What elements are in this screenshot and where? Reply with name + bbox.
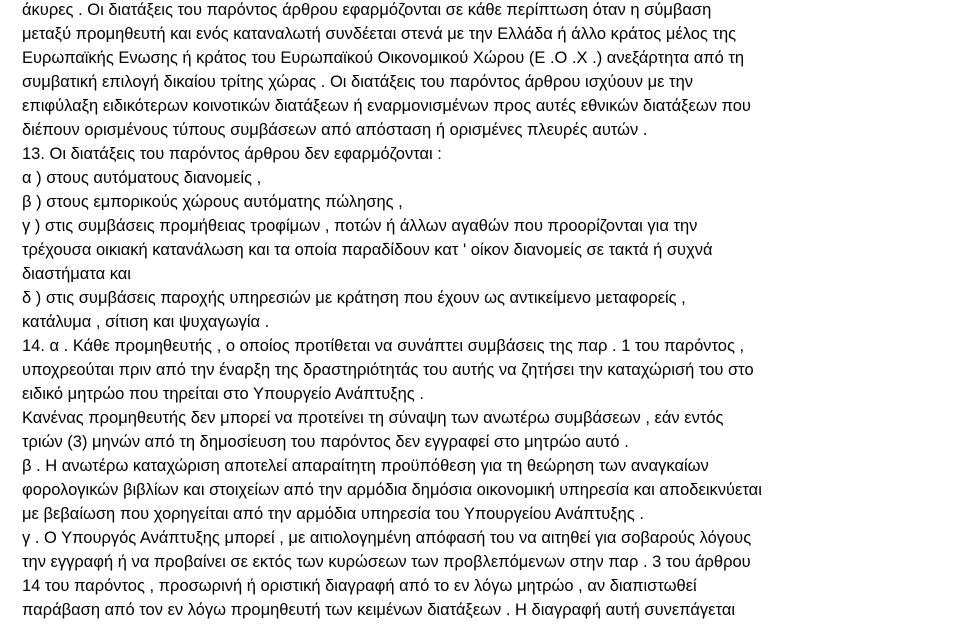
text-line: α ) στους αυτόματους διανομείς , xyxy=(22,169,262,187)
text-line: διαστήματα και xyxy=(22,265,131,283)
text-line: κατάλυμα , σίτιση και ψυχαγωγία . xyxy=(22,313,270,331)
text-line: β ) στους εμπορικούς χώρους αυτόματης πώλησης , xyxy=(22,193,403,211)
text-line: δ ) στις συμβάσεις παροχής υπηρεσιών με κράτηση που έχουν ως αντικείμενο μεταφορείς , xyxy=(22,289,686,307)
text-line: φορολογικών βιβλίων και στοιχείων από την αρμόδια δημόσια οικονομική υπηρεσία και αποδεικνύεται xyxy=(22,481,762,499)
text-line: γ . Ο Υπουργός Ανάπτυξης μπορεί , με αιτιολογημένη απόφασή του να αιτηθεί για σοβαρούς λόγους xyxy=(22,529,752,547)
text-line: 14 του παρόντος , προσωρινή ή οριστική διαγραφή από το εν λόγω μητρώο , αν διαπιστωθεί xyxy=(22,577,697,595)
text-line: Κανένας προμηθευτής δεν μπορεί να προτείνει τη σύναψη των ανωτέρω συμβάσεων , εάν εντός xyxy=(22,409,724,427)
text-line: 14. α . Κάθε προμηθευτής , ο οποίος προτίθεται να συνάπτει συμβάσεις της παρ . 1 του παρόντος , xyxy=(22,337,745,355)
text-line: τρέχουσα οικιακή κατανάλωση και τα οποία παραδίδουν κατ ' οίκον διανομείς σε τακτά ή συχνά xyxy=(22,241,713,259)
text-line: την εγγραφή ή να προβαίνει σε εκτός των κυρώσεων των προβλεπόμενων στην παρ . 3 του άρθρου xyxy=(22,553,751,571)
text-line: συμβατική επιλογή δικαίου τρίτης χώρας . Οι διατάξεις του παρόντος άρθρου ισχύουν με την xyxy=(22,73,693,91)
text-line: παράβαση από τον εν λόγω προμηθευτή των κειμένων διατάξεων . Η διαγραφή αυτή συνεπάγεται xyxy=(22,601,736,619)
text-line: υποχρεούται πριν από την έναρξη της δραστηριότητάς του αυτής να ζητήσει την καταχώρισή του στο xyxy=(22,361,754,379)
text-line: με βεβαίωση που χορηγείται από την αρμόδια υπηρεσία του Υπουργείου Ανάπτυξης . xyxy=(22,505,644,523)
text-line: ειδικό μητρώο που τηρείται στο Υπουργείο Ανάπτυξης . xyxy=(22,385,424,403)
text-line: β . Η ανωτέρω καταχώριση αποτελεί απαραίτητη προϋπόθεση για τη θεώρηση των αναγκαίων xyxy=(22,457,709,475)
text-line: επιφύλαξη ειδικότερων κοινοτικών διατάξεων ή εναρμονισμένων προς αυτές εθνικών διατάξεων που xyxy=(22,97,751,115)
text-line: γ ) στις συμβάσεις προμήθειας τροφίμων , ποτών ή άλλων αγαθών που προορίζονται για την xyxy=(22,217,698,235)
text-line: διέπουν ορισμένους τύπους συμβάσεων από απόσταση ή ορισμένες πλευρές αυτών . xyxy=(22,121,648,139)
text-line: μεταξύ προμηθευτή και ενός καταναλωτή συνδέεται στενά με την Ελλάδα ή άλλο κράτος μέλος της xyxy=(22,25,737,43)
text-line: τριών (3) μηνών από τη δημοσίευση του παρόντος δεν εγγραφεί στο μητρώο αυτό . xyxy=(22,433,629,451)
text-line: Ευρωπαϊκής Ενωσης ή κράτος του Ευρωπαϊκού Οικονομικού Χώρου (Ε .Ο .Χ .) ανεξάρτητα από τη xyxy=(22,49,745,67)
text-line: άκυρες . Οι διατάξεις του παρόντος άρθρου εφαρμόζονται σε κάθε περίπτωση όταν η σύμβαση xyxy=(22,1,712,19)
text-line: 13. Οι διατάξεις του παρόντος άρθρου δεν εφαρμόζονται : xyxy=(22,145,442,163)
